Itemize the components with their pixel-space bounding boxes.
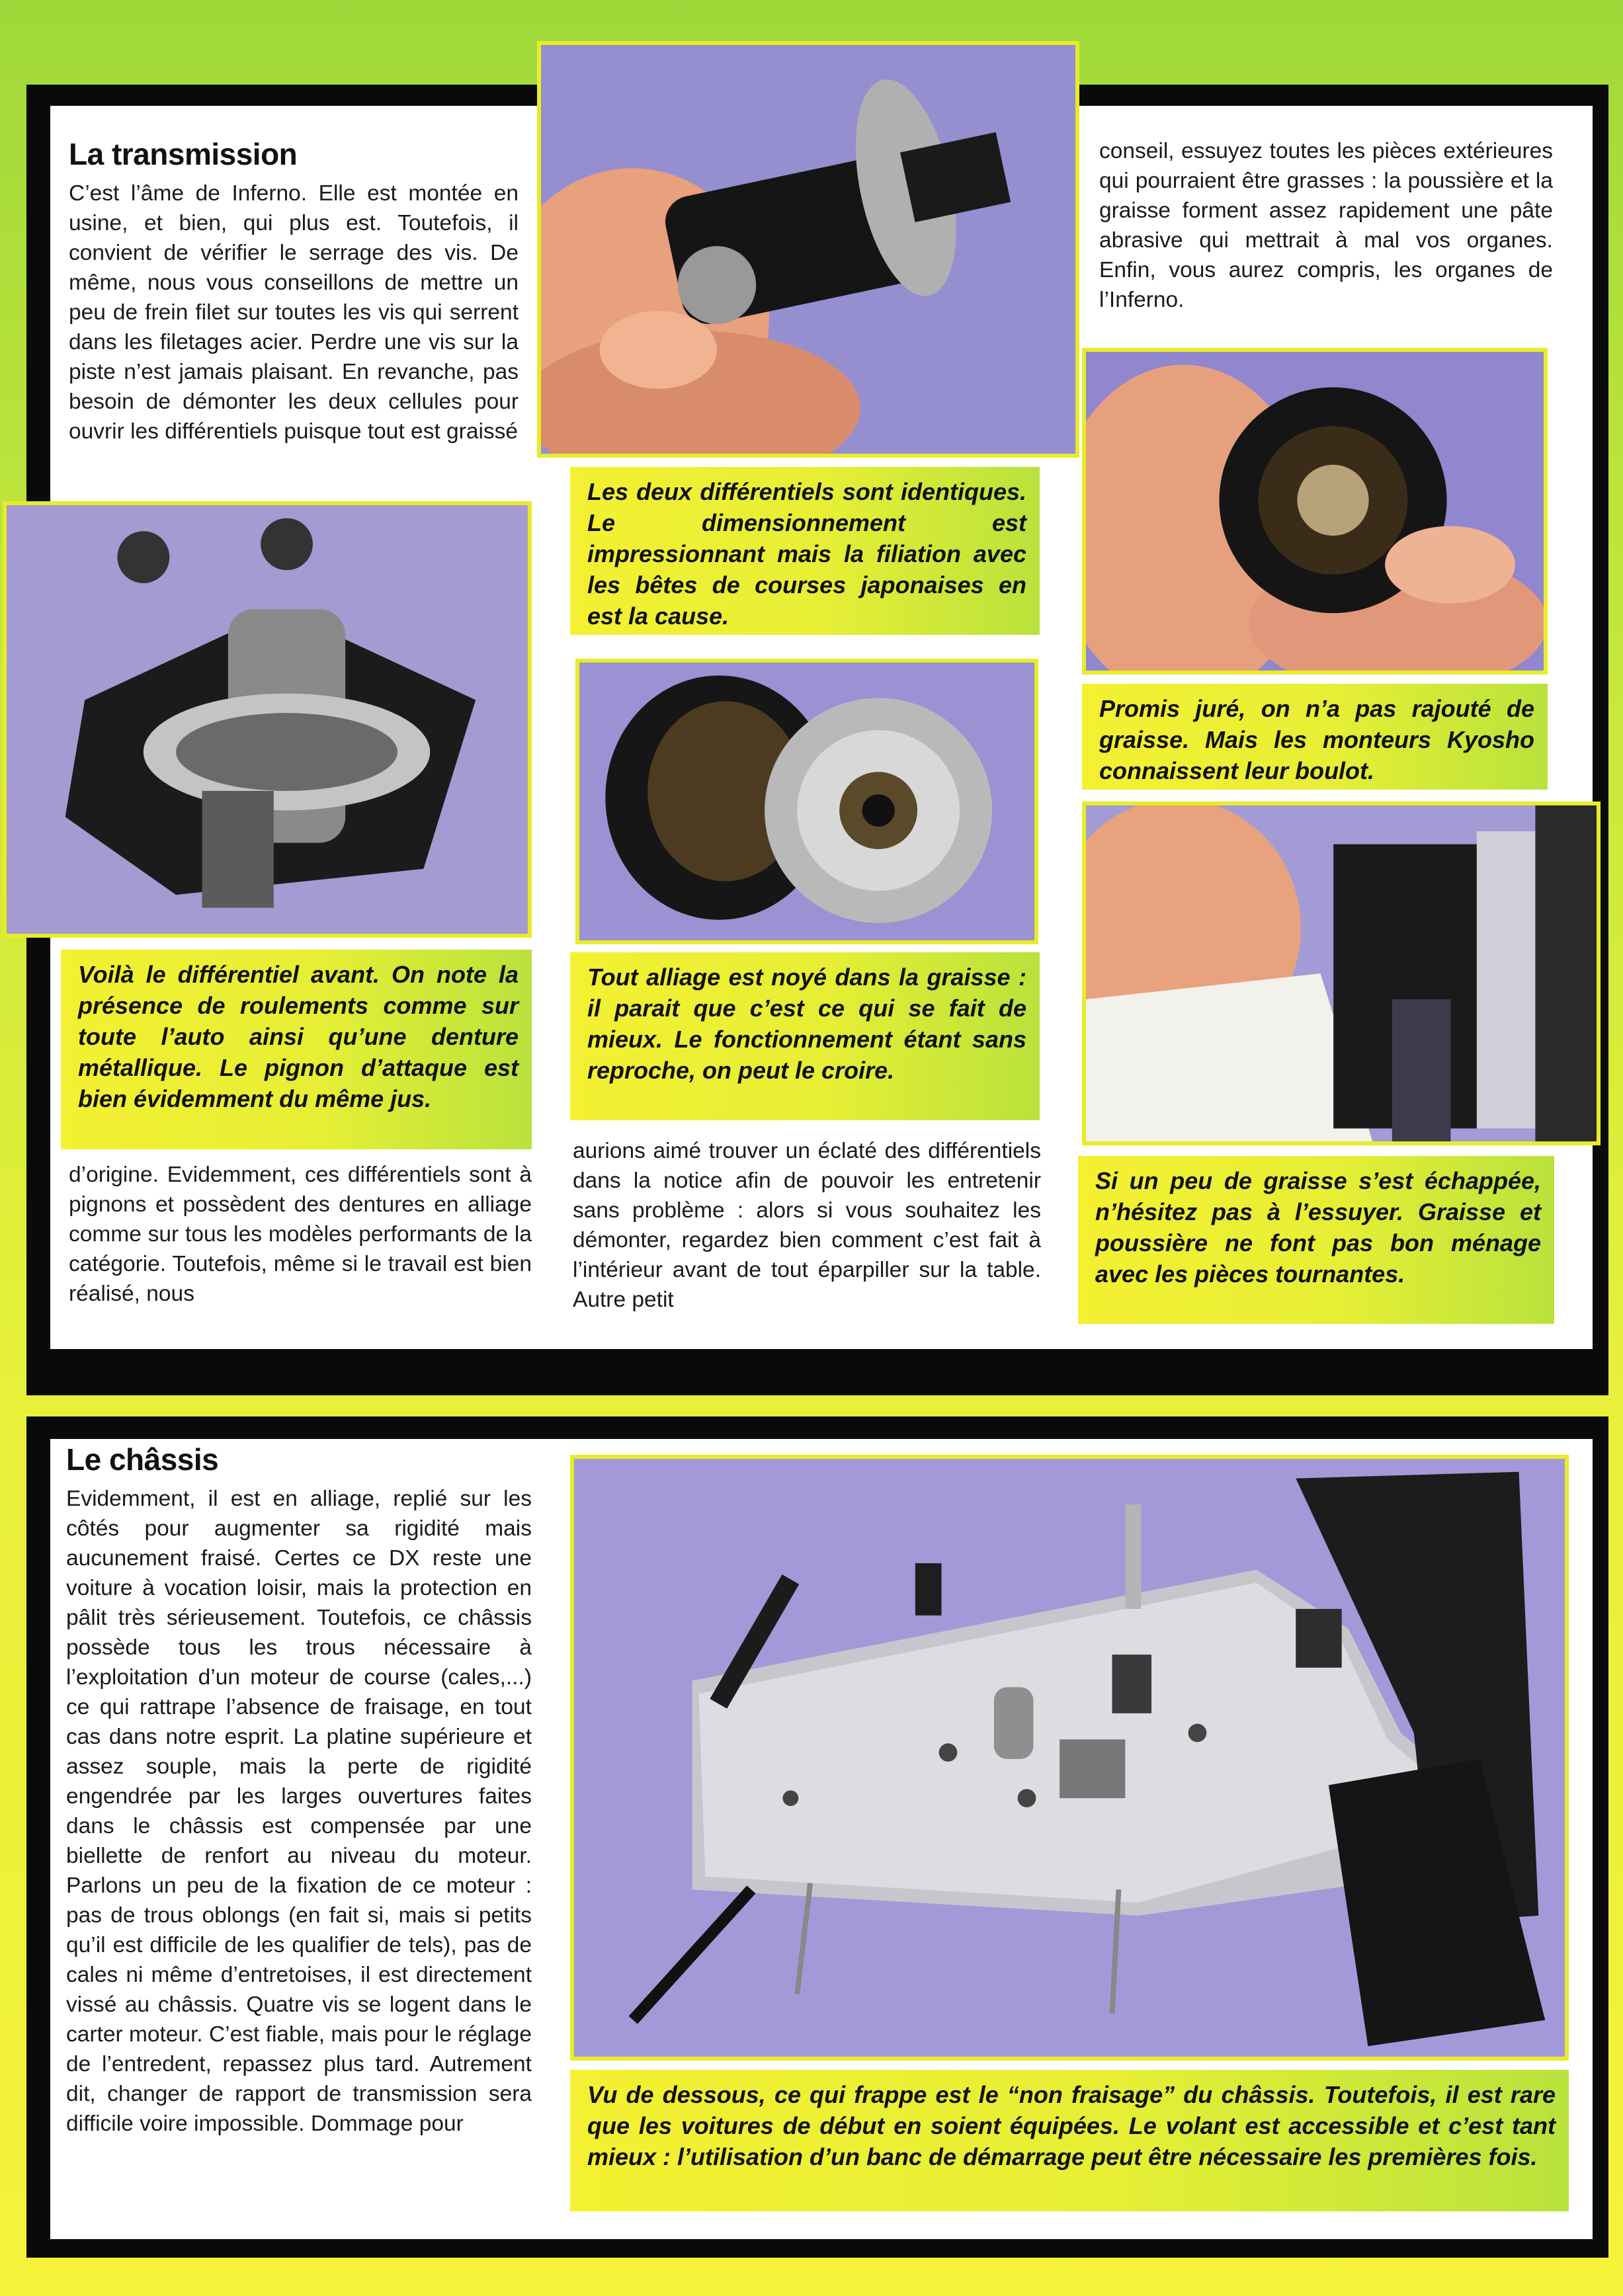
caption-chassis-underside: Vu de dessous, ce qui frappe est le “non fraisage” du châssis. Toutefois, il est rare que les voitures de début en soient équipées. Le volant est accessible et c’est tant mieux : l’utilisation d’un banc de démarrage peut être nécessaire les premières fois. <box>570 2070 1569 2211</box>
transmission-col3-top-text: conseil, essuyez toutes les pièces extérieures qui pourraient être grasses : la poussière et la graisse forment assez rapidement une pâte abrasive qui mettrait à mal vos organes. Enfin, vous aurez compris, les organes de l’Inferno. <box>1099 139 1553 312</box>
transmission-heading: La transmission <box>69 137 298 171</box>
caption-grease-wipe: Si un peu de graisse s’est échappée, n’hésitez pas à l’essuyer. Graisse et poussière ne font pas bon ménage avec les pièces tournantes. <box>1078 1156 1554 1324</box>
photo-open-differentials <box>575 659 1038 944</box>
chassis-heading: Le châssis <box>66 1442 219 1477</box>
transmission-col1-top-text: C’est l’âme de Inferno. Elle est montée en usine, et bien, qui plus est. Toutefois, il convient de vérifier le serrage des vis. De même, nous vous conseillons de mettre un peu de frein filet sur toutes les vis qui serrent dans les filetages acier. Perdre une vis sur la piste n’est jamais plaisant. En revanche, pas besoin de démonter les deux cellules pour ouvrir les différentiels puisque tout est graissé <box>69 181 519 444</box>
photo-diff-in-hand <box>537 41 1079 458</box>
caption-two-diffs: Les deux différentiels sont identiques. Le dimensionnement est impressionnant mais la filiation avec les bêtes de courses japonaises en est la cause. <box>570 467 1040 635</box>
caption-front-differential: Voilà le différentiel avant. On note la présence de roulements comme sur toute l’auto ainsi qu’une denture métallique. Le pignon d’attaque est bien évidemment du même jus. <box>61 950 532 1149</box>
transmission-col1-bottom-text: d’origine. Evidemment, ces différentiels sont à pignons et possèdent des dentures en alliage comme sur tous les modèles performants de la catégorie. Toutefois, même si le travail est bien réalisé, nous <box>69 1163 532 1306</box>
photo-wiping-grease <box>1082 801 1601 1145</box>
caption-promise: Promis juré, on n’a pas rajouté de graisse. Mais les monteurs Kyosho connaissent leur boulot. <box>1082 684 1548 790</box>
chassis-text: Evidemment, il est en alliage, replié sur les côtés pour augmenter sa rigidité mais aucunement fraisé. Certes ce DX reste une voiture à vocation loisir, mais la protection en pâlit très sérieusement. Toutefois, ce châssis possède tous les trous nécessaire à l’exploitation d’un moteur de course (cales,...) ce qui rattrape l’absence de fraisage, en tout cas dans notre esprit. La platine supérieure et assez souple, mais la perte de rigidité engendrée par les larges ouvertures faites dans le châssis est compensée par une biellette de renfort au niveau du moteur. Parlons un peu de la fixation de ce moteur : pas de trous oblongs (en fait si, mais si petits qu’il est difficile de les qualifier de tels), pas de cales ni même d’entretoises, il est directement vissé au châssis. Quatre vis se logent dans le carter moteur. C’est fiable, mais pour le réglage de l’entredent, repassez plus tard. Autrement dit, changer de rapport de transmission sera difficile voire impossible. Dommage pour <box>66 1487 532 2136</box>
transmission-col2-bottom-text: aurions aimé trouver un éclaté des différentiels dans la notice afin de pouvoir les entretenir sans problème : alors si vous souhaitez les démonter, regardez bien comment c’est fait à l’intérieur avant de tout éparpiller sur la table. Autre petit <box>573 1139 1041 1312</box>
photo-chassis-underside <box>570 1455 1569 2061</box>
photo-greased-differential <box>1082 348 1548 675</box>
photo-front-differential <box>3 501 532 938</box>
caption-alloy-grease: Tout alliage est noyé dans la graisse : il parait que c’est ce qui se fait de mieux. Le fonctionnement étant sans reproche, on peut le croire. <box>570 952 1040 1120</box>
